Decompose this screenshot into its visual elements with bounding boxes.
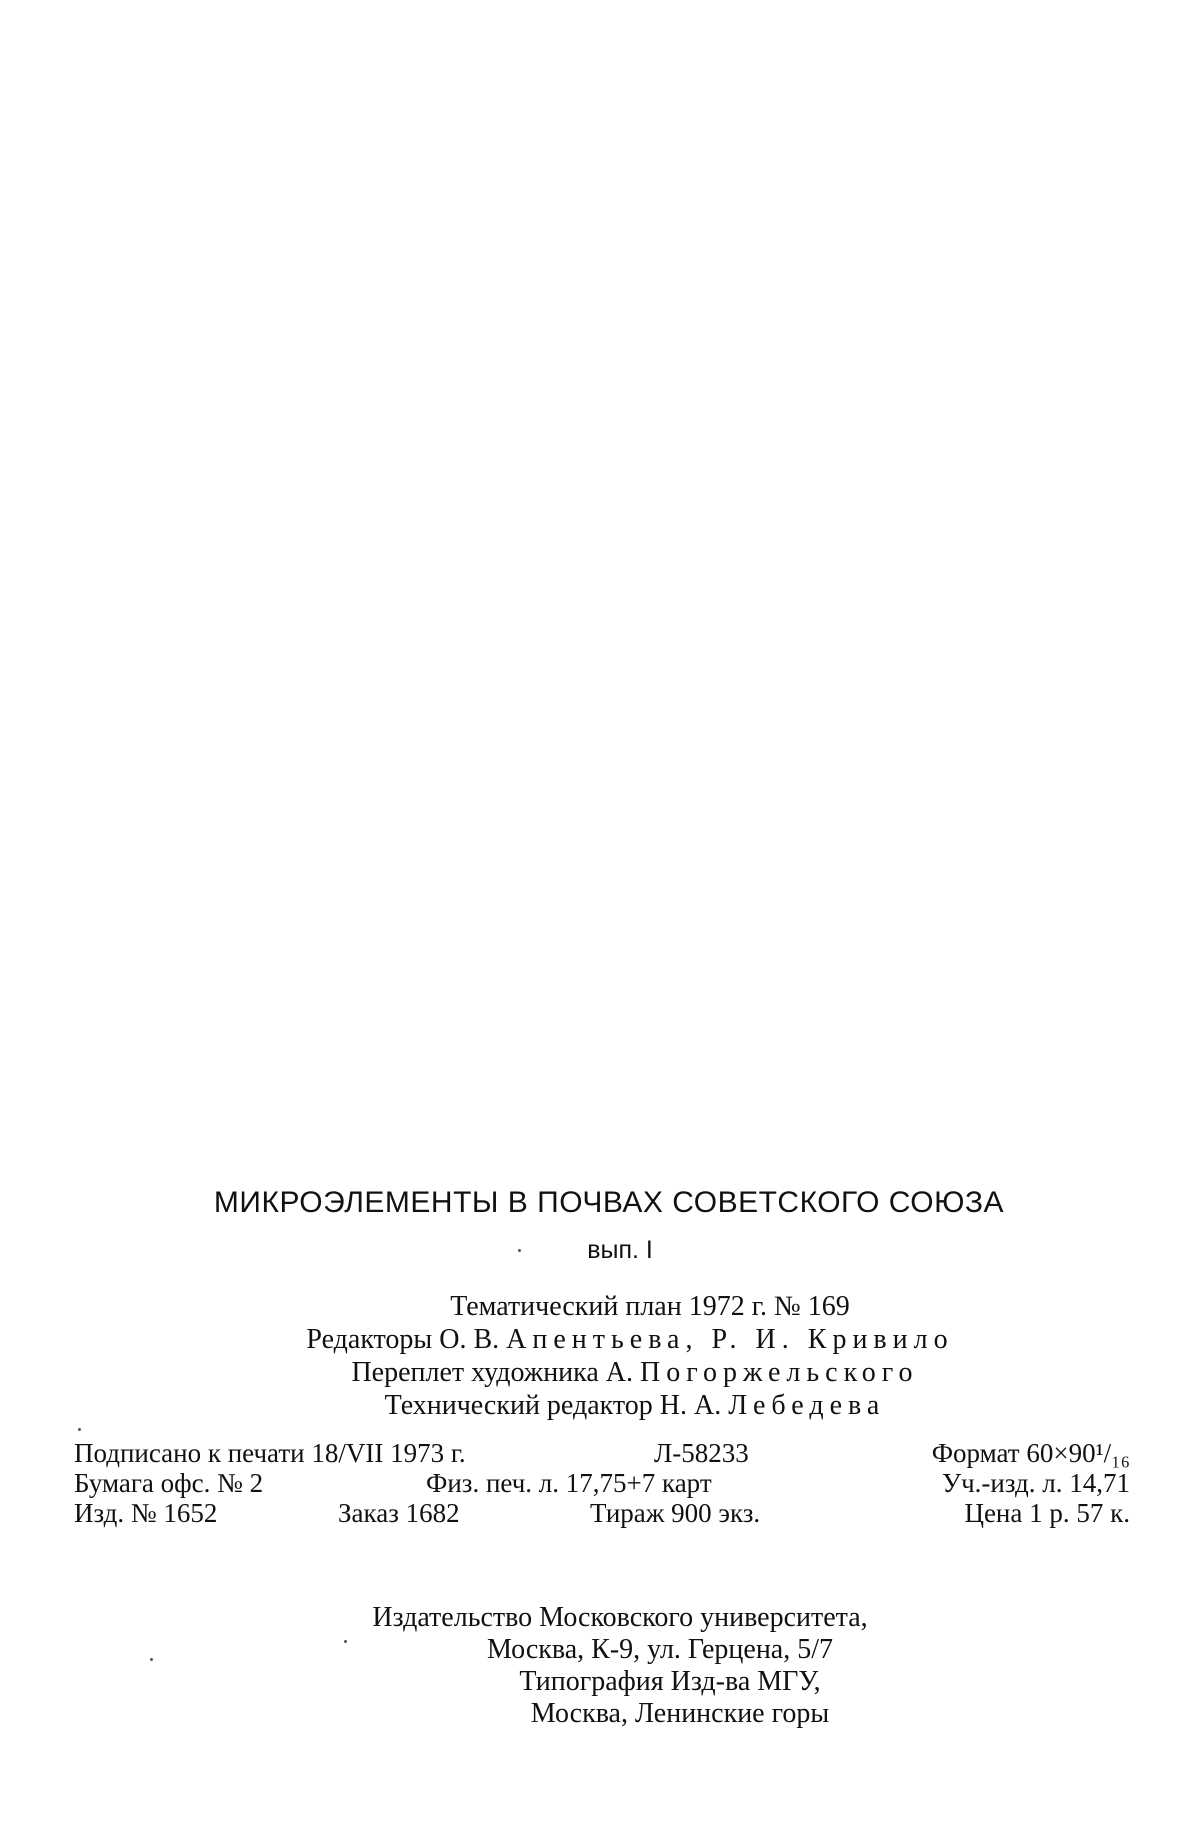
editors-line bbox=[0, 1323, 1200, 1356]
cover-artist-line bbox=[0, 1356, 1200, 1389]
price: Цена 1 р. 57 к. bbox=[964, 1498, 1130, 1528]
publisher-block bbox=[0, 1602, 1200, 1730]
print-run: Тираж 900 экз. bbox=[590, 1498, 761, 1528]
publication-number: Изд. № 1652 bbox=[74, 1498, 218, 1528]
order-number: Заказ 1682 bbox=[338, 1498, 460, 1528]
issue-number: вып. I bbox=[587, 1236, 653, 1264]
spec-row bbox=[74, 1468, 1130, 1498]
print-specifications bbox=[74, 1438, 1130, 1528]
printing-house-address: Москва, Ленинские горы bbox=[530, 1698, 830, 1729]
credit-text: Переплет художника А. bbox=[351, 1357, 640, 1388]
publisher-sheets: Уч.-изд. л. 14,71 bbox=[941, 1468, 1130, 1498]
credit-text: Редакторы О. В. bbox=[306, 1324, 507, 1355]
publisher-address: Москва, К-9, ул. Герцена, 5/7 bbox=[486, 1634, 834, 1665]
credit-name: Апентьева, Р. И. Кривило bbox=[506, 1324, 954, 1355]
spec-row bbox=[74, 1498, 1130, 1528]
credit-name: Лебедева bbox=[728, 1390, 886, 1421]
paper-type: Бумага офс. № 2 bbox=[74, 1468, 264, 1498]
printed-sheets: Физ. печ. л. 17,75+7 карт bbox=[426, 1468, 712, 1498]
license-number: Л-58233 bbox=[654, 1438, 749, 1468]
thematic-plan-line bbox=[0, 1290, 1200, 1323]
publisher-name: Издательство Московского университета, bbox=[372, 1602, 868, 1633]
credit-text: Тематический план 1972 г. № 169 bbox=[450, 1291, 850, 1322]
print-speck bbox=[344, 1640, 347, 1643]
spec-row bbox=[74, 1438, 1130, 1468]
print-speck bbox=[150, 1658, 153, 1661]
printing-house: Типография Изд-ва МГУ, bbox=[519, 1666, 821, 1697]
credit-text: Технический редактор Н. А. bbox=[384, 1390, 729, 1421]
credits-block bbox=[0, 1290, 1200, 1422]
technical-editor-line bbox=[0, 1389, 1200, 1422]
book-title: МИКРОЭЛЕМЕНТЫ В ПОЧВАХ СОВЕТСКОГО СОЮЗА bbox=[213, 1186, 1005, 1219]
credit-name: Погоржельского bbox=[640, 1357, 919, 1388]
print-speck bbox=[518, 1249, 521, 1252]
signed-for-print: Подписано к печати 18/VII 1973 г. bbox=[74, 1438, 466, 1468]
print-speck bbox=[78, 1428, 81, 1431]
format: Формат 60×90¹/₁₆ bbox=[931, 1438, 1130, 1468]
